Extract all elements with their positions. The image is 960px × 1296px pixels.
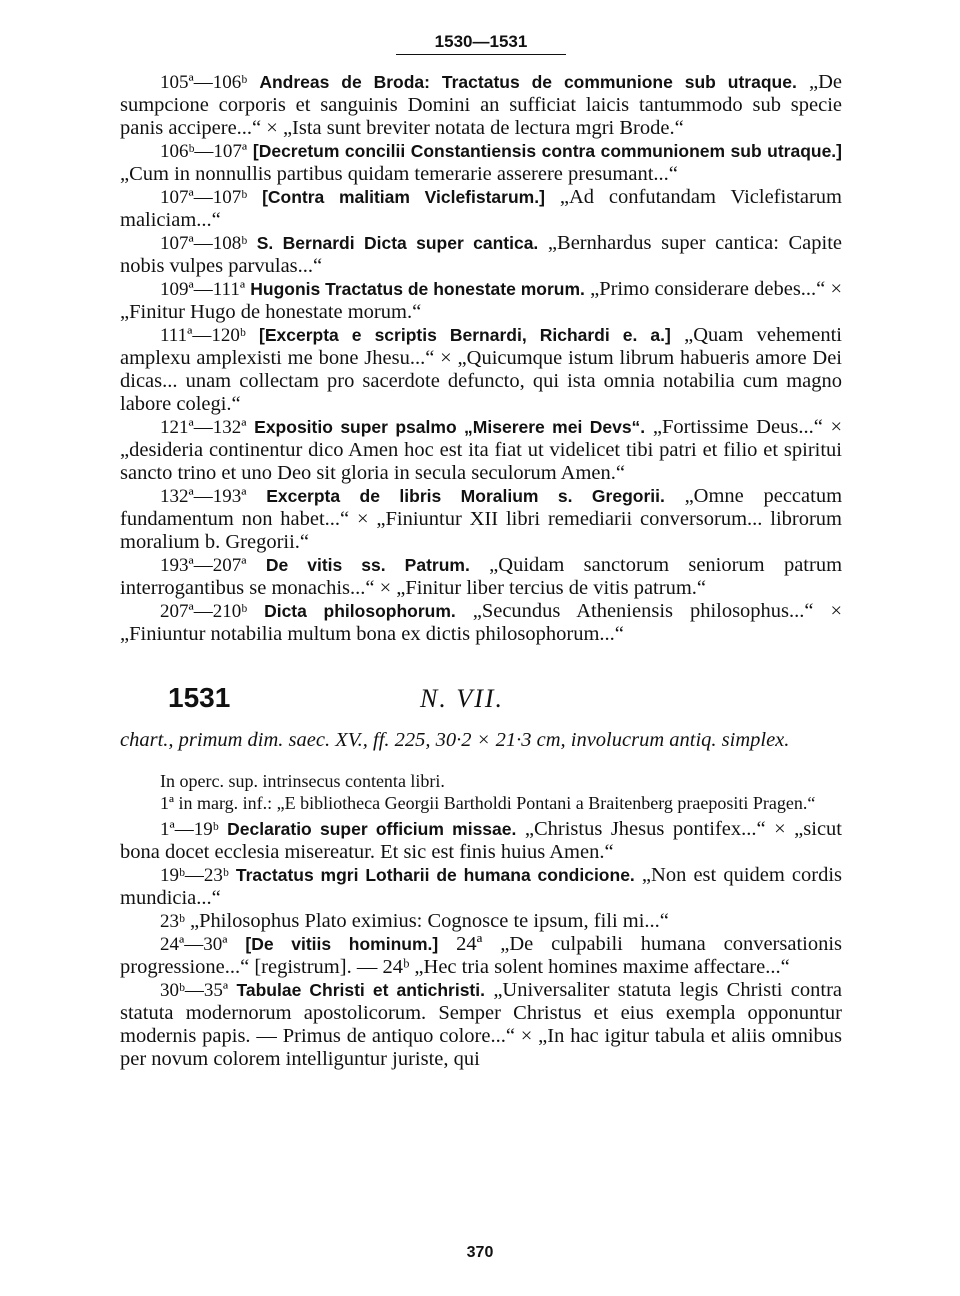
catalog-entry (120, 416, 842, 485)
folio-range: 121ª—132ª (160, 417, 247, 438)
entry-title: Expositio super psalmo „Miserere mei Devs“. (254, 417, 646, 437)
folio-range: 106ᵇ—107ª (160, 141, 248, 162)
entry-title: Dicta philosophorum. (264, 601, 456, 621)
entries-1530 (120, 71, 842, 646)
entry-text: 24ª „De culpabili humana conversationis progressione...“ [registrum]. — 24ᵇ „Hec tria solent homines maxime affectare...“ (120, 933, 843, 978)
manuscript-note: In operc. sup. intrinsecus contenta libri. (160, 771, 445, 791)
catalog-entry (120, 979, 842, 1071)
entry-text: „De sumpcione corporis et sanguinis Domini an sufficiat laicis tantummodo sub specie panis accipere...“ × „Ista sunt breviter notata de lectura mgri Brode.“ (120, 71, 843, 139)
folio-range: 109ª—111ª (160, 279, 246, 300)
manuscript-description: chart., primum dim. saec. XV., ff. 225, 30·2 × 21·3 cm, involucrum antiq. simplex. (120, 729, 790, 751)
entry-title: Excerpta de libris Moralium s. Gregorii. (266, 486, 665, 506)
entry-text: „Bernhardus super cantica: Capite nobis vulpes parvulas...“ (120, 232, 843, 277)
manuscript-signature: N. VII. (420, 684, 505, 713)
folio-range: 107ª—108ᵇ (160, 233, 248, 254)
folio-range: 24ª—30ª (160, 934, 228, 955)
entry-text: „Primo considerare debes...“ × „Finitur Hugo de honestate morum.“ (120, 278, 843, 323)
catalog-entry (120, 910, 842, 933)
manuscript-number: 1531 (168, 682, 231, 713)
entry-text: „Philosophus Plato eximius: Cognosce te ipsum, fili mi...“ (190, 910, 669, 932)
entry-title: Tabulae Christi et antichristi. (236, 980, 485, 1000)
entry-text: „Christus Jhesus pontifex...“ × „sicut bona docet ecclesia misereatur. Et sic est finis huius Amen.“ (120, 818, 843, 863)
entry-text: „Quidam sanctorum seniorum patrum interrogantibus se monachis...“ × „Finitur liber tercius de vitis patrum.“ (120, 554, 843, 599)
document-page (120, 30, 842, 1071)
folio-range: 19ᵇ—23ᵇ (160, 865, 229, 886)
manuscript-note: 1ª in marg. inf.: „E bibliotheca Georgii Bartholdi Pontani a Braitenberg praepositi Pragen.“ (160, 793, 816, 813)
entry-title: Declaratio super officium missae. (227, 819, 517, 839)
entry-text: „Non est quidem cordis mundicia...“ (120, 864, 843, 909)
entry-text: „Secundus Atheniensis philosophus...“ × „Finiuntur notabilia multum bona ex dictis philosophorum...“ (120, 600, 843, 645)
folio-range: 105ª—106ᵇ (160, 72, 248, 93)
entry-title: [Contra malitiam Viclefistarum.] (262, 187, 545, 207)
catalog-entry (120, 485, 842, 554)
page-number: 370 (466, 1244, 494, 1261)
entry-title: [Decretum concilii Constantiensis contra communionem sub utraque.] (252, 141, 842, 161)
entries-1531 (120, 818, 842, 1071)
running-head: 1530—1531 (434, 32, 528, 51)
entry-title: [De vitiis hominum.] (245, 934, 439, 954)
catalog-entry (120, 278, 842, 324)
catalog-entry (120, 864, 842, 910)
entry-title: Tractatus mgri Lotharii de humana condicione. (235, 865, 635, 885)
catalog-entry (120, 554, 842, 600)
catalog-entry (120, 232, 842, 278)
folio-range: 132ª—193ª (160, 486, 247, 507)
catalog-entry (120, 324, 842, 416)
folio-range: 30ᵇ—35ª (160, 980, 229, 1001)
running-head-rule (396, 54, 566, 55)
entry-title: [Excerpta e scriptis Bernardi, Richardi e. a.] (259, 325, 671, 345)
folio-range: 207ª—210ᵇ (160, 601, 248, 622)
catalog-entry (120, 186, 842, 232)
catalog-entry (120, 600, 842, 646)
entry-text: „Fortissime Deus...“ × „desideria continentur dico Amen hoc est ita fiat ut videlicet tibi patri et filio et spiritui sancto trino et uno Deo sit gloria in secula seculorum Amen.“ (120, 416, 843, 484)
entry-text: „Ad confutandam Viclefistarum maliciam...“ (120, 186, 842, 231)
entry-text: „Quam vehementi amplexu amplexisti me bone Jhesu...“ × „Quicumque istum librum habueris amore Dei dicas... unam collectam pro sacerdote defuncto, qui ista omnia notabilia cum magno labore colegi.“ (120, 324, 842, 415)
folio-range: 1ª—19ᵇ (160, 819, 219, 840)
entry-title: S. Bernardi Dicta super cantica. (256, 233, 539, 253)
folio-range: 23ᵇ (160, 911, 185, 932)
entry-title: Hugonis Tractatus de honestate morum. (250, 279, 585, 299)
manuscript-heading (168, 682, 842, 714)
entry-title: Andreas de Broda: Tractatus de communione sub utraque. (259, 72, 797, 92)
folio-range: 111ª—120ᵇ (160, 325, 246, 346)
entry-title: De vitis ss. Patrum. (265, 555, 470, 575)
entry-text: „Cum in nonnullis partibus quidam temerarie asserere presumant...“ (120, 163, 678, 185)
catalog-entry (120, 933, 842, 979)
catalog-entry (120, 140, 842, 186)
folio-range: 107ª—107ᵇ (160, 187, 248, 208)
entry-text: „Universaliter statuta legis Christi contra statuta modernorum apostolicorum. Semper Christus et eius exempla opponuntur modernis papis. — Primus de antiquo colore...“ × „In hac igitur tabula et aliis omnibus per novum colorem intelliguntur juriste, qui (120, 979, 843, 1070)
entry-text: „Omne peccatum fundamentum non habet...“ × „Finiuntur XII libri remediarii conversorum... librorum moralium b. Gregorii.“ (120, 485, 843, 553)
folio-range: 193ª—207ª (160, 555, 247, 576)
catalog-entry (120, 71, 842, 140)
catalog-entry (120, 818, 842, 864)
